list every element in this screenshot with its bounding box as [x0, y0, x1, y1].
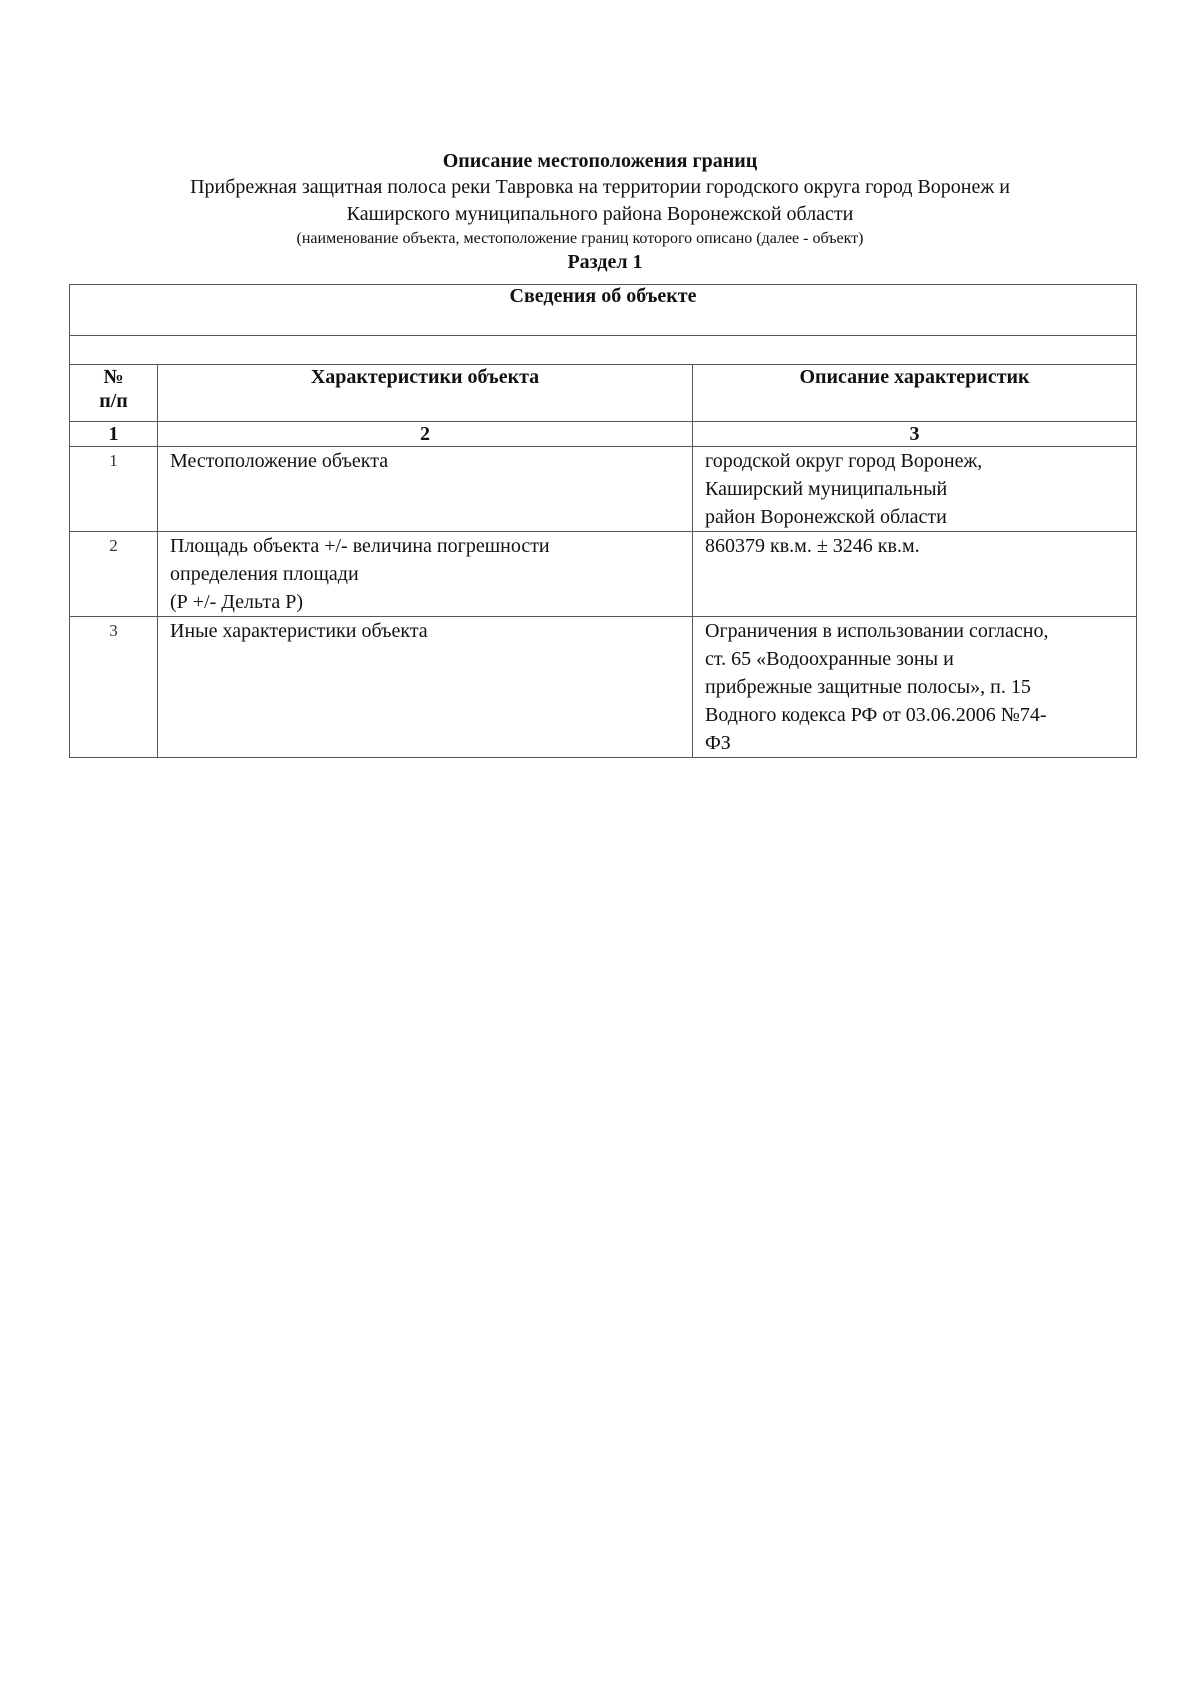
row-number: 2	[70, 532, 158, 617]
table-row	[70, 617, 1137, 758]
object-info-table	[69, 284, 1137, 758]
row-number: 1	[70, 447, 158, 532]
row-characteristic: Площадь объекта +/- величина погрешности определения площади (Р +/- Дельта Р)	[158, 532, 693, 617]
column-index-3: 3	[693, 422, 1137, 447]
table-empty-row	[70, 336, 1137, 365]
header-characteristic: Характеристики объекта	[158, 365, 693, 422]
table-row	[70, 532, 1137, 617]
object-name-caption: (наименование объекта, местоположение границ которого описано (далее - объект)	[296, 230, 864, 247]
row-description: городской округ город Воронеж, Каширский муниципальный район Воронежской области	[693, 447, 1137, 532]
table-row	[70, 447, 1137, 532]
section-title: Раздел 1	[567, 251, 643, 273]
row-number: 3	[70, 617, 158, 758]
document-header	[60, 148, 1140, 274]
empty-cell	[70, 336, 1137, 365]
table-caption-row	[70, 285, 1137, 336]
object-name-line-1: Прибрежная защитная полоса реки Тавровка на территории городского округа город Воронеж и	[190, 176, 1010, 198]
row-description: Ограничения в использовании согласно, ст. 65 «Водоохранные зоны и прибрежные защитные полосы», п. 15 Водного кодекса РФ от 03.06.2006 №74- ФЗ	[693, 617, 1137, 758]
document-title: Описание местоположения границ	[442, 150, 758, 172]
column-index-1: 1	[70, 422, 158, 447]
table-caption: Сведения об объекте	[70, 285, 1137, 336]
row-description: 860379 кв.м. ± 3246 кв.м.	[693, 532, 1137, 617]
table-header-row	[70, 365, 1137, 422]
row-characteristic: Местоположение объекта	[158, 447, 693, 532]
header-num: № п/п	[70, 365, 158, 422]
column-index-row	[70, 422, 1137, 447]
column-index-2: 2	[158, 422, 693, 447]
object-name-line-2: Каширского муниципального района Воронежской области	[346, 203, 854, 225]
header-description: Описание характеристик	[693, 365, 1137, 422]
row-characteristic: Иные характеристики объекта	[158, 617, 693, 758]
